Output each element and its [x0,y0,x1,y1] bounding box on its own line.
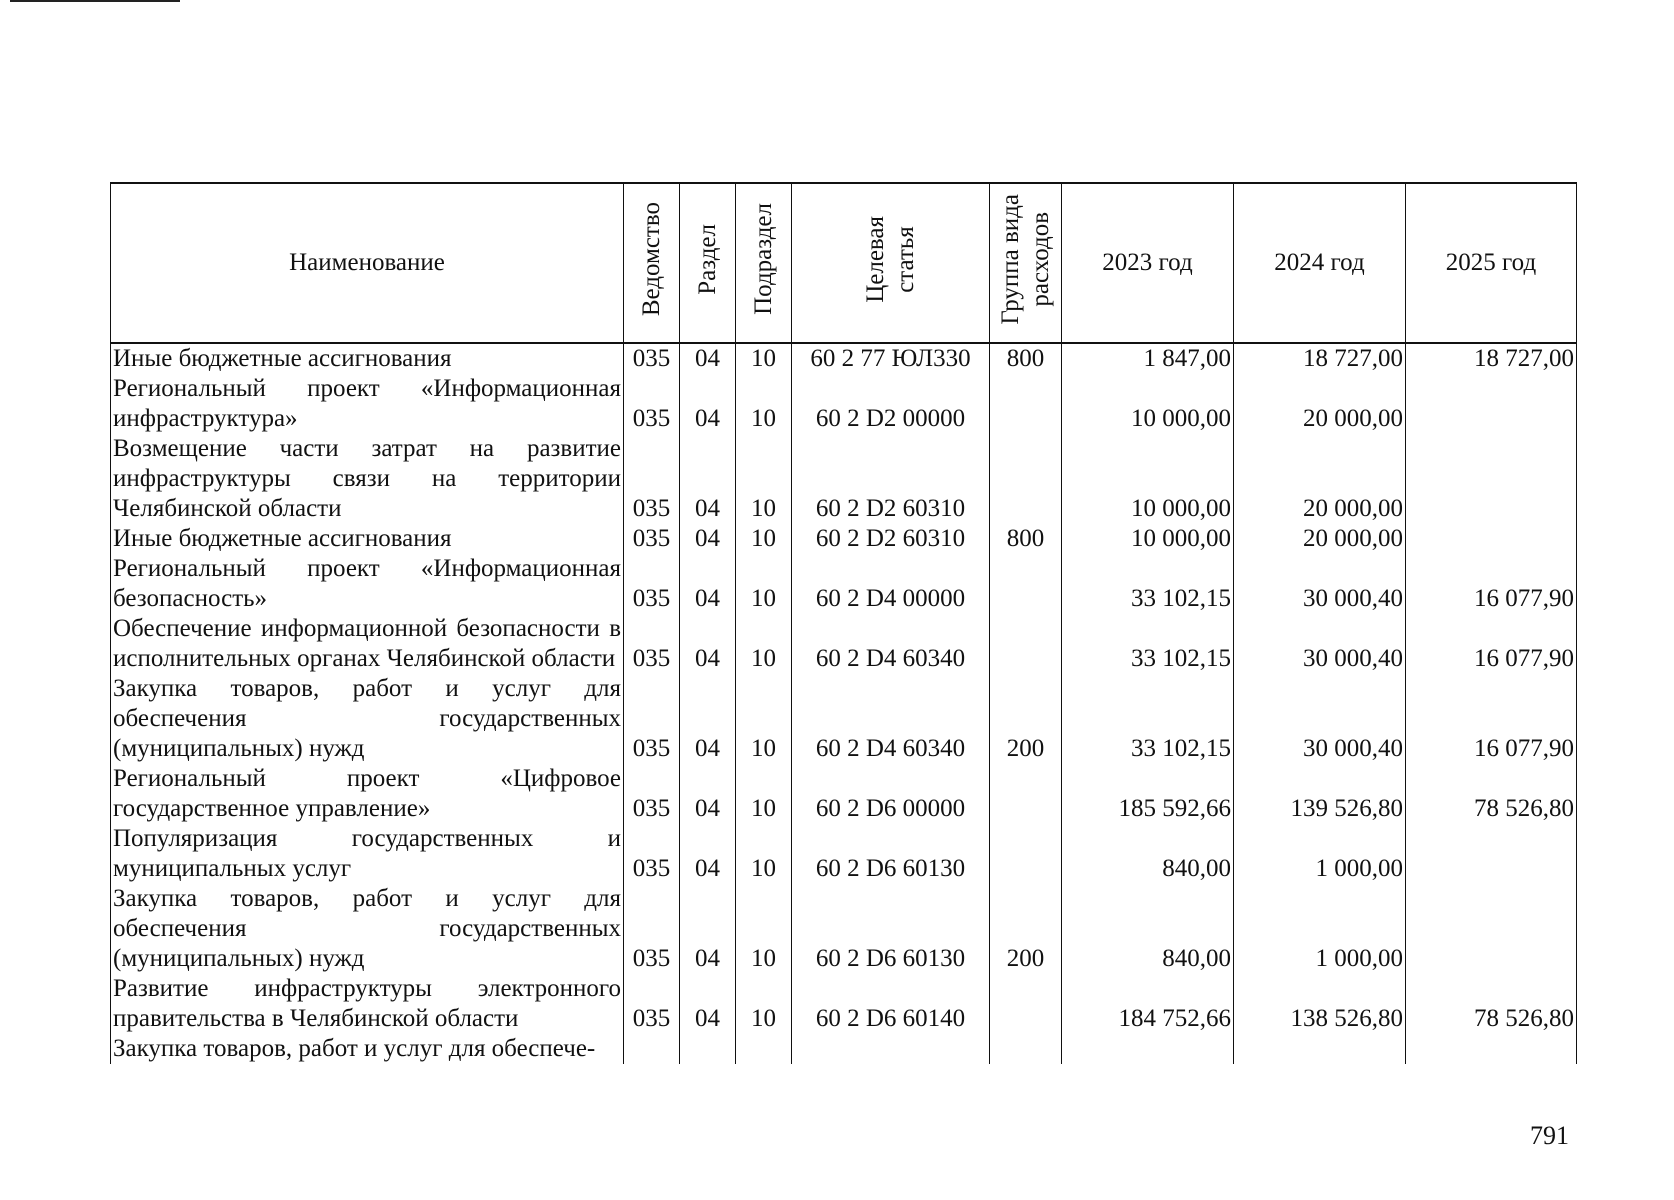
row-name: Иные бюджетные ассигнования [111,524,624,554]
row-amount-2024: 1 000,00 [1234,884,1406,974]
row-expense-group [990,554,1062,614]
table-row [111,614,1577,674]
row-subsection [736,1034,792,1064]
row-name: Обеспечение информационной безопасности в исполнительных органах Челябинской области [111,614,624,674]
row-amount-2024: 20 000,00 [1234,524,1406,554]
row-target-article: 60 2 D6 60130 [792,884,990,974]
row-target-article: 60 2 D4 60340 [792,674,990,764]
row-expense-group [990,434,1062,524]
table-row [111,974,1577,1034]
row-subsection: 10 [736,343,792,374]
row-section: 04 [680,524,736,554]
row-amount-2023: 840,00 [1062,884,1234,974]
row-target-article: 60 2 D6 60140 [792,974,990,1034]
table-row [111,554,1577,614]
row-amount-2025 [1406,434,1577,524]
header-year-2024: 2024 год [1234,183,1406,343]
row-expense-group [990,764,1062,824]
row-department: 035 [624,824,680,884]
top-corner-rule [10,0,180,2]
row-section: 04 [680,434,736,524]
row-name: Иные бюджетные ассигнования [111,343,624,374]
row-amount-2023 [1062,1034,1234,1064]
row-department: 035 [624,434,680,524]
row-department: 035 [624,884,680,974]
row-section: 04 [680,764,736,824]
table-row [111,824,1577,884]
row-amount-2024: 20 000,00 [1234,374,1406,434]
row-amount-2023: 33 102,15 [1062,674,1234,764]
row-expense-group [990,614,1062,674]
row-amount-2023: 840,00 [1062,824,1234,884]
row-section [680,1034,736,1064]
row-amount-2025 [1406,824,1577,884]
row-amount-2023: 185 592,66 [1062,764,1234,824]
row-amount-2024: 18 727,00 [1234,343,1406,374]
row-amount-2025: 16 077,90 [1406,554,1577,614]
row-subsection: 10 [736,434,792,524]
row-department: 035 [624,764,680,824]
row-name: Региональный проект «Цифровое государственное управление» [111,764,624,824]
row-amount-2025: 16 077,90 [1406,674,1577,764]
row-target-article: 60 2 D6 00000 [792,764,990,824]
row-amount-2024: 139 526,80 [1234,764,1406,824]
row-amount-2025: 18 727,00 [1406,343,1577,374]
row-amount-2024: 30 000,40 [1234,554,1406,614]
row-target-article: 60 2 D6 60130 [792,824,990,884]
row-section: 04 [680,343,736,374]
header-year-2025: 2025 год [1406,183,1577,343]
table-row [111,524,1577,554]
row-section: 04 [680,554,736,614]
row-subsection: 10 [736,614,792,674]
row-amount-2025 [1406,884,1577,974]
row-amount-2024: 1 000,00 [1234,824,1406,884]
table-row [111,1034,1577,1064]
row-department: 035 [624,554,680,614]
row-name: Закупка товаров, работ и услуг для обеспечения государственных (муниципальных) нужд [111,884,624,974]
row-name: Возмещение части затрат на развитие инфраструктуры связи на территории Челябинской области [111,434,624,524]
table-row [111,884,1577,974]
row-subsection: 10 [736,884,792,974]
row-name: Популяризация государственных и муниципальных услуг [111,824,624,884]
row-subsection: 10 [736,764,792,824]
row-subsection: 10 [736,524,792,554]
row-expense-group [990,824,1062,884]
row-target-article: 60 2 D2 00000 [792,374,990,434]
table-header-row [111,183,1577,343]
row-section: 04 [680,974,736,1034]
header-subsection: Подраздел [736,183,792,343]
row-amount-2023: 10 000,00 [1062,374,1234,434]
row-expense-group: 800 [990,524,1062,554]
table-row [111,434,1577,524]
row-expense-group [990,974,1062,1034]
row-subsection: 10 [736,554,792,614]
row-expense-group: 200 [990,884,1062,974]
table-row [111,674,1577,764]
header-year-2023: 2023 год [1062,183,1234,343]
row-department [624,1034,680,1064]
row-amount-2024: 138 526,80 [1234,974,1406,1034]
row-amount-2024: 20 000,00 [1234,434,1406,524]
row-name: Закупка товаров, работ и услуг для обеспечения государственных (муниципальных) нужд [111,674,624,764]
table-body [111,343,1577,1064]
row-amount-2023: 1 847,00 [1062,343,1234,374]
table-row [111,764,1577,824]
row-target-article: 60 2 D2 60310 [792,434,990,524]
row-section: 04 [680,614,736,674]
row-subsection: 10 [736,824,792,884]
row-name: Региональный проект «Информационная безопасность» [111,554,624,614]
row-name: Развитие инфраструктуры электронного правительства в Челябинской области [111,974,624,1034]
row-department: 035 [624,524,680,554]
row-target-article: 60 2 D4 00000 [792,554,990,614]
row-amount-2025 [1406,1034,1577,1064]
row-section: 04 [680,824,736,884]
row-subsection: 10 [736,974,792,1034]
row-target-article: 60 2 77 ЮЛ330 [792,343,990,374]
row-amount-2025: 78 526,80 [1406,974,1577,1034]
row-amount-2023: 184 752,66 [1062,974,1234,1034]
row-amount-2025: 16 077,90 [1406,614,1577,674]
row-amount-2025 [1406,374,1577,434]
row-target-article: 60 2 D4 60340 [792,614,990,674]
row-department: 035 [624,674,680,764]
row-section: 04 [680,374,736,434]
row-amount-2024: 30 000,40 [1234,674,1406,764]
header-name: Наименование [111,183,624,343]
row-amount-2024 [1234,1034,1406,1064]
header-expense-group: Группа вида расходов [990,183,1062,343]
row-expense-group [990,374,1062,434]
row-amount-2023: 33 102,15 [1062,554,1234,614]
row-expense-group: 200 [990,674,1062,764]
row-amount-2024: 30 000,40 [1234,614,1406,674]
row-amount-2023: 10 000,00 [1062,524,1234,554]
header-section: Раздел [680,183,736,343]
row-department: 035 [624,374,680,434]
row-expense-group [990,1034,1062,1064]
header-target-article: Целевая статья [792,183,990,343]
row-name: Закупка товаров, работ и услуг для обеспече- [111,1034,624,1064]
row-section: 04 [680,884,736,974]
budget-table [110,182,1577,1064]
page-number: 791 [1530,1121,1569,1150]
row-expense-group: 800 [990,343,1062,374]
table-row [111,374,1577,434]
row-amount-2025: 78 526,80 [1406,764,1577,824]
row-amount-2023: 33 102,15 [1062,614,1234,674]
row-subsection: 10 [736,374,792,434]
row-amount-2023: 10 000,00 [1062,434,1234,524]
row-department: 035 [624,974,680,1034]
row-amount-2025 [1406,524,1577,554]
row-subsection: 10 [736,674,792,764]
row-department: 035 [624,614,680,674]
row-department: 035 [624,343,680,374]
row-section: 04 [680,674,736,764]
table-row [111,343,1577,374]
row-target-article: 60 2 D2 60310 [792,524,990,554]
header-department: Ведомство [624,183,680,343]
row-target-article [792,1034,990,1064]
row-name: Региональный проект «Информационная инфраструктура» [111,374,624,434]
